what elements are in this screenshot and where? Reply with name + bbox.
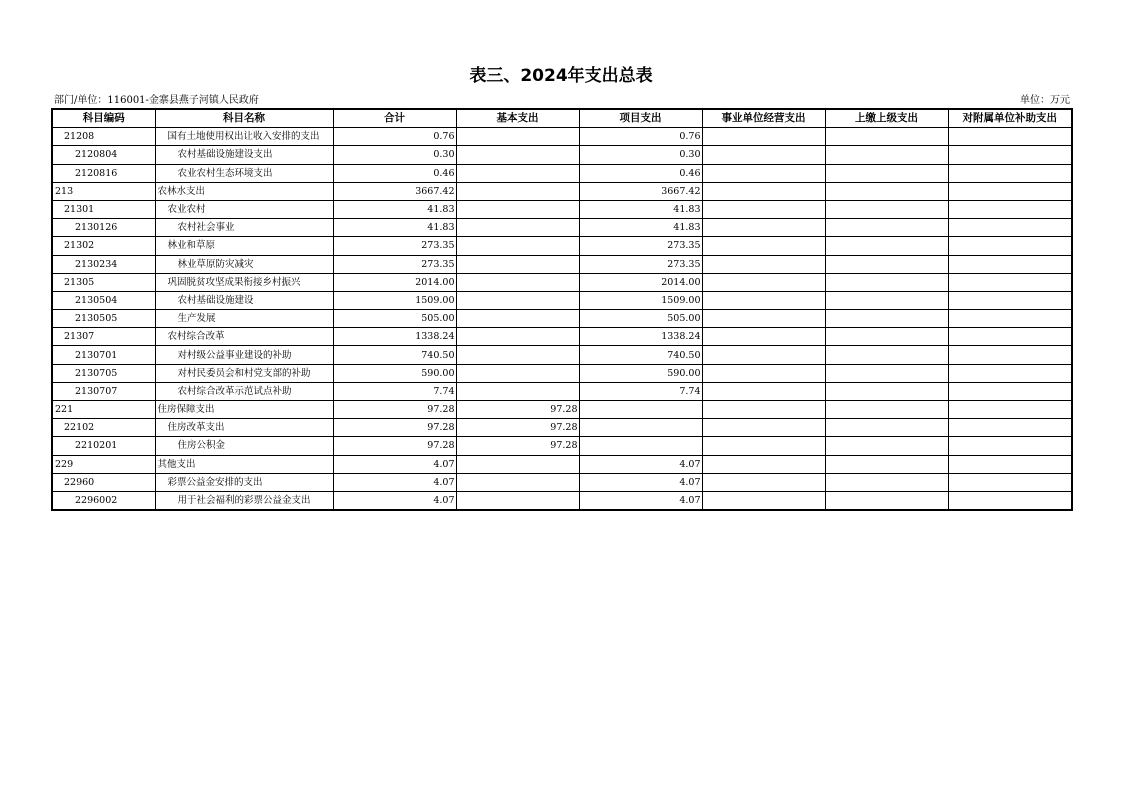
cell-upper [825, 382, 948, 400]
cell-basic [456, 164, 579, 182]
cell-subsidy [948, 401, 1072, 419]
cell-basic [456, 128, 579, 146]
table-row [52, 146, 1072, 164]
cell-business [702, 473, 825, 491]
cell-subsidy [948, 273, 1072, 291]
cell-project: 1338.24 [579, 328, 702, 346]
cell-project: 0.46 [579, 164, 702, 182]
cell-name: 住房改革支出 [155, 419, 333, 437]
cell-code: 22102 [52, 419, 155, 437]
cell-basic [456, 346, 579, 364]
cell-code: 21301 [52, 200, 155, 218]
cell-total: 0.30 [333, 146, 456, 164]
table-row [52, 237, 1072, 255]
cell-name: 农村综合改革示范试点补助 [155, 382, 333, 400]
cell-name: 农村基础设施建设支出 [155, 146, 333, 164]
cell-business [702, 182, 825, 200]
cell-total: 273.35 [333, 255, 456, 273]
cell-total: 97.28 [333, 419, 456, 437]
cell-business [702, 291, 825, 309]
cell-total: 273.35 [333, 237, 456, 255]
cell-subsidy [948, 491, 1072, 510]
cell-code: 21305 [52, 273, 155, 291]
cell-project: 505.00 [579, 310, 702, 328]
cell-code: 2130504 [52, 291, 155, 309]
cell-code: 2130505 [52, 310, 155, 328]
cell-basic [456, 364, 579, 382]
cell-business [702, 237, 825, 255]
cell-subsidy [948, 419, 1072, 437]
cell-business [702, 255, 825, 273]
cell-upper [825, 310, 948, 328]
table-row [52, 346, 1072, 364]
cell-basic [456, 200, 579, 218]
cell-basic [456, 237, 579, 255]
cell-total: 590.00 [333, 364, 456, 382]
table-row [52, 401, 1072, 419]
header-business: 事业单位经营支出 [702, 109, 825, 128]
cell-name: 巩固脱贫攻坚成果衔接乡村振兴 [155, 273, 333, 291]
cell-subsidy [948, 200, 1072, 218]
cell-upper [825, 291, 948, 309]
cell-code: 2130705 [52, 364, 155, 382]
cell-subsidy [948, 182, 1072, 200]
cell-basic [456, 291, 579, 309]
cell-basic [456, 219, 579, 237]
cell-project: 4.07 [579, 473, 702, 491]
cell-business [702, 328, 825, 346]
cell-project: 3667.42 [579, 182, 702, 200]
cell-total: 97.28 [333, 437, 456, 455]
table-row [52, 255, 1072, 273]
cell-upper [825, 128, 948, 146]
cell-name: 林业和草原 [155, 237, 333, 255]
cell-total: 2014.00 [333, 273, 456, 291]
cell-business [702, 346, 825, 364]
cell-business [702, 128, 825, 146]
page-title: 表三、2024年支出总表 [469, 66, 653, 86]
cell-code: 2130234 [52, 255, 155, 273]
cell-total: 41.83 [333, 200, 456, 218]
expenditure-table [51, 108, 1073, 511]
header-upper: 上缴上级支出 [825, 109, 948, 128]
cell-upper [825, 473, 948, 491]
cell-total: 41.83 [333, 219, 456, 237]
table-row [52, 164, 1072, 182]
cell-project: 7.74 [579, 382, 702, 400]
header-code: 科目编码 [52, 109, 155, 128]
cell-project: 4.07 [579, 491, 702, 510]
cell-code: 2210201 [52, 437, 155, 455]
unit-label: 单位：万元 [1020, 95, 1070, 106]
cell-business [702, 437, 825, 455]
cell-business [702, 364, 825, 382]
cell-upper [825, 273, 948, 291]
cell-basic [456, 328, 579, 346]
cell-code: 2130707 [52, 382, 155, 400]
cell-basic [456, 182, 579, 200]
cell-business [702, 164, 825, 182]
table-row [52, 455, 1072, 473]
cell-project [579, 401, 702, 419]
cell-subsidy [948, 455, 1072, 473]
cell-name: 其他支出 [155, 455, 333, 473]
cell-subsidy [948, 382, 1072, 400]
cell-basic [456, 382, 579, 400]
cell-project: 41.83 [579, 219, 702, 237]
table-row [52, 310, 1072, 328]
cell-subsidy [948, 146, 1072, 164]
cell-basic [456, 146, 579, 164]
cell-basic [456, 491, 579, 510]
table-row [52, 219, 1072, 237]
cell-total: 7.74 [333, 382, 456, 400]
cell-code: 22960 [52, 473, 155, 491]
cell-code: 2120804 [52, 146, 155, 164]
cell-subsidy [948, 437, 1072, 455]
cell-upper [825, 455, 948, 473]
cell-upper [825, 237, 948, 255]
cell-upper [825, 419, 948, 437]
cell-name: 农村综合改革 [155, 328, 333, 346]
cell-business [702, 310, 825, 328]
cell-name: 住房保障支出 [155, 401, 333, 419]
table-row [52, 419, 1072, 437]
cell-total: 4.07 [333, 491, 456, 510]
cell-basic: 97.28 [456, 401, 579, 419]
cell-subsidy [948, 310, 1072, 328]
cell-upper [825, 164, 948, 182]
cell-upper [825, 219, 948, 237]
cell-code: 21208 [52, 128, 155, 146]
cell-business [702, 219, 825, 237]
cell-project: 0.30 [579, 146, 702, 164]
cell-subsidy [948, 164, 1072, 182]
cell-code: 2296002 [52, 491, 155, 510]
cell-project: 0.76 [579, 128, 702, 146]
header-project: 项目支出 [579, 109, 702, 128]
cell-business [702, 401, 825, 419]
cell-subsidy [948, 291, 1072, 309]
cell-code: 2130701 [52, 346, 155, 364]
header-total: 合计 [333, 109, 456, 128]
cell-upper [825, 491, 948, 510]
cell-total: 97.28 [333, 401, 456, 419]
cell-project: 273.35 [579, 255, 702, 273]
cell-name: 农业农村生态环境支出 [155, 164, 333, 182]
cell-project: 273.35 [579, 237, 702, 255]
cell-project [579, 437, 702, 455]
table-header-row [52, 109, 1072, 128]
cell-project: 2014.00 [579, 273, 702, 291]
cell-upper [825, 364, 948, 382]
cell-total: 505.00 [333, 310, 456, 328]
cell-subsidy [948, 346, 1072, 364]
cell-subsidy [948, 237, 1072, 255]
cell-total: 0.76 [333, 128, 456, 146]
table-row [52, 328, 1072, 346]
cell-upper [825, 182, 948, 200]
cell-basic: 97.28 [456, 437, 579, 455]
cell-name: 用于社会福利的彩票公益金支出 [155, 491, 333, 510]
cell-name: 农村基础设施建设 [155, 291, 333, 309]
cell-basic [456, 473, 579, 491]
table-row [52, 128, 1072, 146]
cell-name: 住房公积金 [155, 437, 333, 455]
table-row [52, 382, 1072, 400]
cell-upper [825, 255, 948, 273]
cell-project [579, 419, 702, 437]
cell-upper [825, 146, 948, 164]
cell-code: 21307 [52, 328, 155, 346]
cell-project: 590.00 [579, 364, 702, 382]
cell-basic [456, 255, 579, 273]
cell-upper [825, 200, 948, 218]
table-row [52, 437, 1072, 455]
cell-total: 4.07 [333, 455, 456, 473]
cell-subsidy [948, 473, 1072, 491]
cell-upper [825, 401, 948, 419]
cell-business [702, 455, 825, 473]
table-row [52, 473, 1072, 491]
department-label: 部门/单位：116001-金寨县燕子河镇人民政府 [54, 95, 259, 106]
cell-name: 农业农村 [155, 200, 333, 218]
header-basic: 基本支出 [456, 109, 579, 128]
table-row [52, 182, 1072, 200]
cell-business [702, 146, 825, 164]
cell-business [702, 200, 825, 218]
cell-project: 41.83 [579, 200, 702, 218]
header-subsidy: 对附属单位补助支出 [948, 109, 1072, 128]
table-row [52, 364, 1072, 382]
cell-name: 生产发展 [155, 310, 333, 328]
cell-subsidy [948, 255, 1072, 273]
cell-name: 对村级公益事业建设的补助 [155, 346, 333, 364]
cell-subsidy [948, 219, 1072, 237]
header-name: 科目名称 [155, 109, 333, 128]
cell-total: 4.07 [333, 473, 456, 491]
cell-code: 229 [52, 455, 155, 473]
cell-code: 221 [52, 401, 155, 419]
cell-project: 740.50 [579, 346, 702, 364]
cell-name: 彩票公益金安排的支出 [155, 473, 333, 491]
cell-total: 0.46 [333, 164, 456, 182]
cell-upper [825, 437, 948, 455]
cell-code: 2130126 [52, 219, 155, 237]
cell-name: 农村社会事业 [155, 219, 333, 237]
cell-name: 对村民委员会和村党支部的补助 [155, 364, 333, 382]
cell-name: 国有土地使用权出让收入安排的支出 [155, 128, 333, 146]
cell-code: 213 [52, 182, 155, 200]
cell-total: 1509.00 [333, 291, 456, 309]
cell-project: 1509.00 [579, 291, 702, 309]
cell-total: 740.50 [333, 346, 456, 364]
cell-code: 2120816 [52, 164, 155, 182]
cell-basic [456, 455, 579, 473]
table-row [52, 291, 1072, 309]
cell-subsidy [948, 328, 1072, 346]
cell-upper [825, 346, 948, 364]
cell-business [702, 382, 825, 400]
cell-subsidy [948, 128, 1072, 146]
cell-basic: 97.28 [456, 419, 579, 437]
cell-name: 林业草原防灾减灾 [155, 255, 333, 273]
table-row [52, 200, 1072, 218]
table-row [52, 491, 1072, 510]
cell-total: 3667.42 [333, 182, 456, 200]
cell-upper [825, 328, 948, 346]
cell-project: 4.07 [579, 455, 702, 473]
cell-business [702, 273, 825, 291]
cell-basic [456, 310, 579, 328]
table-row [52, 273, 1072, 291]
cell-business [702, 491, 825, 510]
cell-code: 21302 [52, 237, 155, 255]
cell-basic [456, 273, 579, 291]
cell-subsidy [948, 364, 1072, 382]
cell-name: 农林水支出 [155, 182, 333, 200]
cell-business [702, 419, 825, 437]
cell-total: 1338.24 [333, 328, 456, 346]
